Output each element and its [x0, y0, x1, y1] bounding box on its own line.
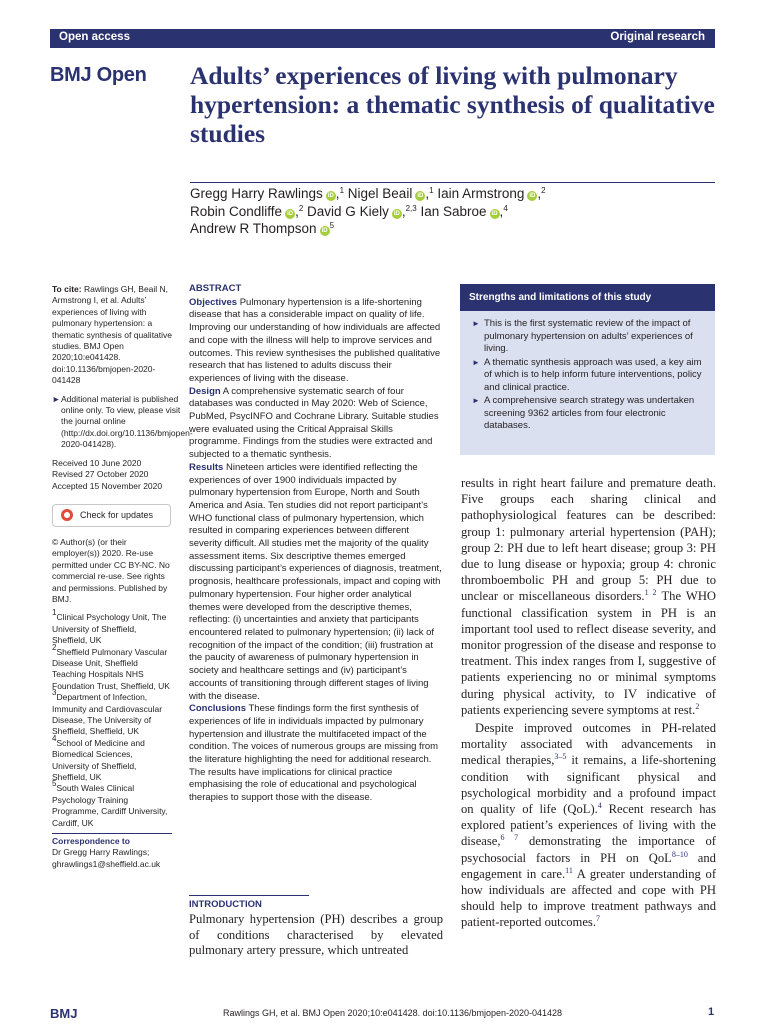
- abstract-heading: ABSTRACT: [189, 283, 242, 294]
- affiliation-item: $^2$Sheffield Pulmonary Vascular Disease Unit, Sheffield Teaching Hospitals NHS Foundation Trust, Sheffield, UK: [52, 642, 170, 691]
- triangle-bullet-icon: ►: [472, 357, 480, 367]
- author-name[interactable]: Ian Sabroe: [420, 203, 487, 219]
- triangle-bullet-icon: ►: [472, 319, 480, 328]
- top-banner: [50, 29, 715, 48]
- license-text: © Author(s) (or their employer(s)) 2020. Re-use permitted under CC BY-NC. No commercial re-use. See rights and permissions. Published by BMJ.: [52, 536, 170, 604]
- footer-logo[interactable]: BMJ: [50, 1006, 78, 1021]
- reference-link[interactable]: 4: [597, 801, 602, 811]
- revised-date: Revised 27 October 2020: [52, 469, 149, 480]
- author-affiliation: 1: [339, 186, 345, 195]
- author-name[interactable]: Iain Armstrong: [437, 186, 525, 201]
- orcid-icon[interactable]: iD: [417, 193, 424, 199]
- cite-label: To cite:: [52, 284, 82, 294]
- triangle-bullet-icon: ►: [472, 396, 480, 405]
- title-divider: [190, 182, 715, 183]
- reference-link[interactable]: 1 2: [644, 588, 657, 598]
- page-number: 1: [708, 1006, 715, 1018]
- list-item: ► This is the first systematic review of the impact of pulmonary hypertension on adults’ experiences of living.: [472, 318, 693, 354]
- body-text: [461, 475, 716, 931]
- received-date: Received 10 June 2020: [52, 457, 142, 468]
- abstract-design: Design A comprehensive systematic search of four databases was conducted in May 2020: Web of Science, PubMed, PsycINFO and Cochrane Library. Suitable studies were evaluated using the Critical Appraisal Skills programme. Findings from the studies were extracted and subjected to a thematic synthesis.: [189, 385, 439, 461]
- dates-block: [52, 458, 172, 492]
- correspondence-name: Dr Gregg Harry Rawlings;: [52, 847, 150, 858]
- author-name[interactable]: David G Kiely: [307, 203, 389, 219]
- section-label: Original research: [610, 31, 705, 43]
- additional-material: [52, 393, 193, 451]
- orcid-icon[interactable]: iD: [393, 210, 400, 217]
- author-affiliation: 2: [298, 203, 304, 213]
- abstract: [189, 283, 442, 805]
- affiliations-list: [52, 608, 172, 829]
- reference-link[interactable]: 11: [565, 865, 573, 875]
- author-affiliation: 4: [503, 203, 508, 213]
- body-paragraph: results in right heart failure and premature death. Five groups each sharing clinical and pathophysiological features can be described: group 1: pulmonary arterial hypertension (PAH); group 2: PH due to left heart disease; group 3: PH due to lung disease or hypoxia; group 4: chronic thromboembolic PH and group 5: PH due to unclear or miscellaneous disorders.$^{1 2}$ The WHO functional classification system in PH is an important tool used to reflect disease severity, and monitor progression of the disease and response to treatment. This index ranges from I, suggestive of patients experiencing no or minimal symptoms during physical activity, to IV indicative of patients experiencing severe symptoms at rest.$^2$: [461, 476, 717, 717]
- affiliation-item: $^5$South Wales Clinical Psychology Training Programme, Cardiff University, Cardiff, UK: [52, 779, 168, 828]
- strengths-limitations-box: [460, 284, 715, 455]
- reference-link[interactable]: 6 7: [500, 833, 519, 843]
- abstract-results: Results Nineteen articles were identified reflecting the experiences of over 1900 individuals impacted by pulmonary hypertension from Europe, North and South America and Asia. Ten studies did not report participant’s WHO functional class of pulmonary hypertension, which resulted in comparing experiences between different severity difficult. All studies met the majority of the quality assessment items. Six descriptive themes emerged discussing participant’s experiences of diagnosis, treatment, prognosis, healthcare professionals, impact and coping with pulmonary hypertension. Four higher order analytical themes were developed from the descriptive themes, reflecting: (i) uncertainties and anxiety that participants encountered related to pulmonary hypertension; (ii) lack of recognition of the impact of the condition; (iii) frustration at the paucity of awareness of pulmonary hypertension in society and healthcare settings and (iv) participant’s accounts of transitioning through different stages of living with the disease.: [189, 461, 442, 702]
- author-affiliation: 2: [541, 186, 546, 195]
- reference-link[interactable]: 7: [595, 914, 600, 924]
- reference-link[interactable]: 8–10: [671, 849, 688, 859]
- citation-block: [52, 284, 172, 387]
- reference-link[interactable]: 2: [695, 701, 700, 711]
- check-for-updates-button[interactable]: [52, 504, 171, 527]
- orcid-icon[interactable]: iD: [287, 210, 294, 217]
- author-name[interactable]: Nigel Beail: [347, 186, 413, 201]
- cite-text: Rawlings GH, Beail N, Armstrong I, et al. Adults’ experiences of living with pulmonary hypertension: a thematic synthesis of qualitative studies. BMJ Open 2020;10:e041428. doi:10.1136/bmjopen-2020-041428: [52, 284, 173, 386]
- list-item: ► A thematic synthesis approach was used, a key aim of which is to help inform future interventions, policy and clinical practice.: [472, 356, 702, 393]
- sidebar: [52, 284, 193, 870]
- orcid-icon[interactable]: iD: [529, 193, 536, 199]
- affiliation-item: $^3$Department of Infection, Immunity and Cardiovascular Disease, The University of Sheffield, Sheffield, UK: [52, 688, 163, 737]
- orcid-icon[interactable]: iD: [491, 210, 498, 217]
- bullet-icon: ►: [52, 393, 61, 404]
- accepted-date: Accepted 15 November 2020: [52, 480, 163, 491]
- introduction-section: [189, 895, 443, 959]
- abstract-conclusions: Conclusions These findings form the first synthesis of experiences of life in individuals impacted by pulmonary hypertension and illustrate the multifaceted impact of the condition. The voices of numerous groups are missing from the literature highlighting the need for additional research. The results have implications for clinical practice emphasising the role of educational and psychological therapies to support those with the disease.: [189, 703, 439, 804]
- footer-citation: Rawlings GH, et al. BMJ Open 2020;10:e041428. doi:10.1136/bmjopen-2020-041428: [223, 1008, 563, 1018]
- reference-link[interactable]: 3–5: [554, 752, 567, 762]
- correspondence-title: Correspondence to: [52, 836, 130, 847]
- introduction-heading: INTRODUCTION: [189, 895, 309, 910]
- author-affiliation: 2,3: [405, 203, 417, 213]
- introduction-text: Pulmonary hypertension (PH) describes a group of conditions characterised by elevated pulmonary artery pressure, which untreated: [189, 912, 443, 958]
- journal-logo[interactable]: BMJ Open: [50, 64, 147, 86]
- correspondence-email[interactable]: ghrawlings1@sheffield.ac.uk: [52, 858, 161, 869]
- orcid-icon[interactable]: iD: [321, 228, 328, 234]
- list-item: ► A comprehensive search strategy was undertaken screening 9362 articles from four electronic databases.: [472, 395, 695, 431]
- affiliation-item: $^4$School of Medicine and Biomedical Sciences, University of Sheffield, Sheffield, UK: [52, 733, 145, 783]
- author-name[interactable]: Robin Condliffe: [190, 203, 283, 219]
- abstract-objectives: Objectives Pulmonary hypertension is a life-shortening disease that has a considerable impact on quality of life. Improving our understanding of how individuals are affected and cope with the illness will help to improve services and outcomes. This review synthesises the published qualitative research that has listened to adults discuss their experiences of living with the disease.: [189, 296, 441, 384]
- strengths-list: [460, 311, 715, 433]
- check-updates-icon: [61, 509, 73, 521]
- open-access-label: Open access: [59, 31, 130, 43]
- author-name[interactable]: Gregg Harry Rawlings: [190, 186, 323, 201]
- orcid-icon[interactable]: iD: [327, 193, 334, 199]
- strengths-heading: Strengths and limitations of this study: [460, 284, 715, 311]
- body-paragraph: Despite improved outcomes in PH-related mortality associated with advancements in medical therapies,$^{3-5}$ it remains, a life-shortening condition with significant physical and psychological morbidity and a profound impact on quality of life (QoL).$^4$ Recent research has explored patient’s experiences of living with the disease,$^{6 7}$ demonstrating the importance of psychosocial factors in PH on QoL$^{8-10}$ and engagement in care.$^{11}$ A greater understanding of how individuals are affected and cope with PH should help to improve treatment pathways and patient-reported outcomes.$^7$: [461, 721, 717, 930]
- author-list: Gregg Harry Rawlings iD ,$^1$ Nigel Beail iD ,$^1$ Iain Armstrong iD ,$^2$ Robin Condliffe iD ,$^2$ David G Kiely iD ,$^{2,3}$ Ian Sabroe iD ,$^4$ Andrew R Thompson $iD^5$: [190, 186, 546, 236]
- correspondence-divider: [52, 833, 172, 834]
- article-title: Adults’ experiences of living with pulmonary hypertension: a thematic synthesis of qualitative studies: [190, 61, 715, 148]
- author-name[interactable]: Andrew R Thompson: [190, 221, 317, 236]
- author-affiliation: 5: [329, 221, 335, 230]
- check-updates-label: Check for updates: [80, 509, 154, 520]
- affiliation-item: $^1$Clinical Psychology Unit, The University of Sheffield, Sheffield, UK: [52, 608, 167, 646]
- author-affiliation: 1: [429, 186, 434, 195]
- additional-material-text[interactable]: Additional material is published online only. To view, please visit the journal online (http://dx.doi.org/10.1136/bmjopen-2020-041428).: [61, 393, 193, 450]
